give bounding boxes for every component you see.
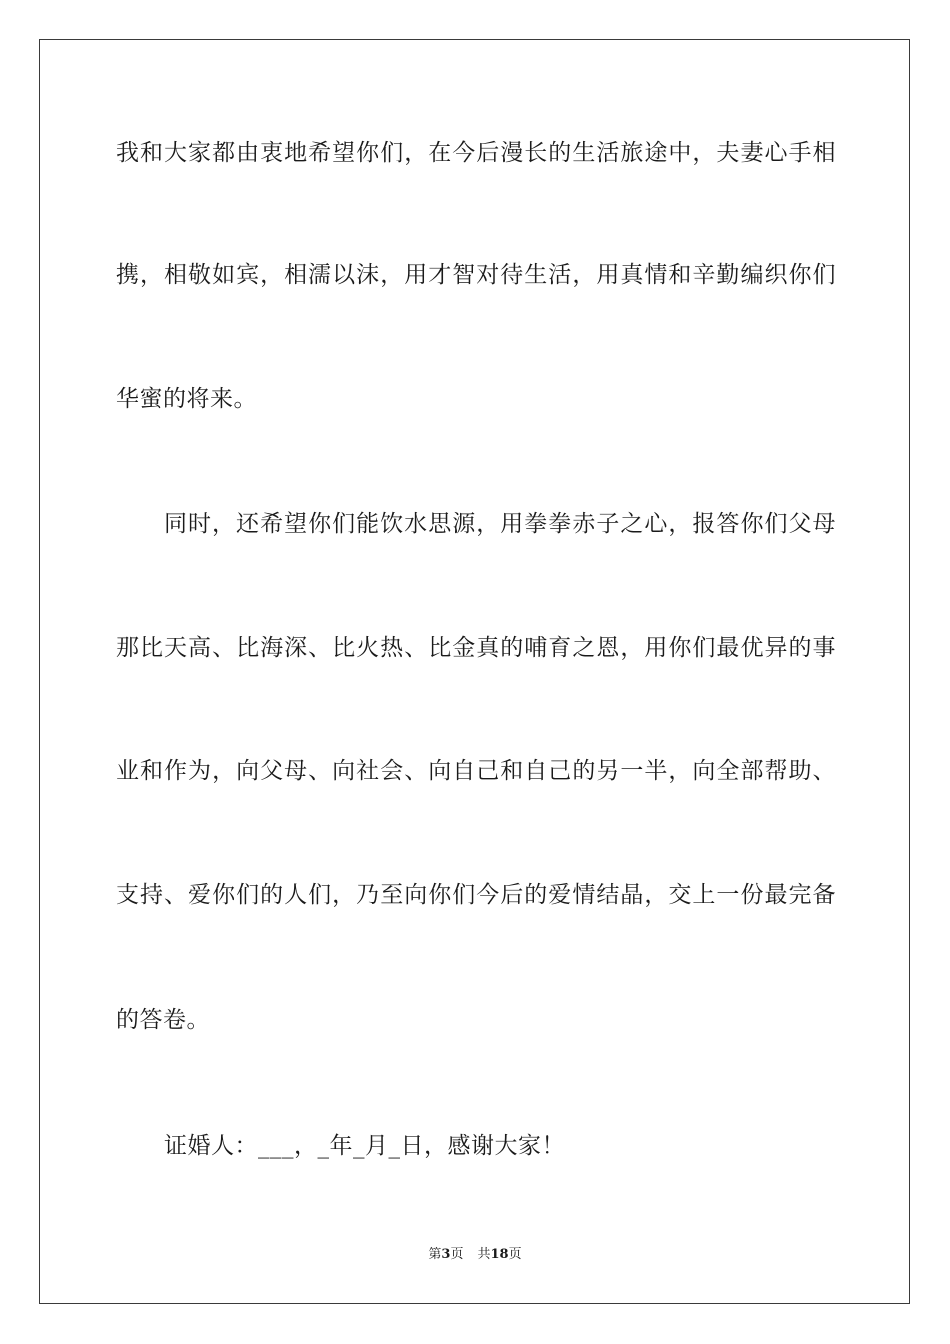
paragraph-2-line-5: 的答卷。 [116,1007,210,1033]
paragraph-1-line-1: 我和大家都由衷地希望你们，在今后漫长的生活旅途中，夫妻心手相 [116,140,836,166]
paragraph-2-line-3: 业和作为，向父母、向社会、向自己和自己的另一半，向全部帮助、 [116,758,836,784]
paragraph-2-line-1: 同时，还希望你们能饮水思源，用拳拳赤子之心，报答你们父母 [164,511,836,537]
paragraph-2-line-2: 那比天高、比海深、比火热、比金真的哺育之恩，用你们最优异的事 [116,635,836,661]
page-footer [0,1246,950,1264]
footer-total-prefix: 共 [477,1247,491,1262]
footer-page-number: 3 [441,1247,451,1262]
paragraph-1-line-2: 携，相敬如宾，相濡以沫，用才智对待生活，用真情和辛勤编织你们 [116,262,836,288]
paragraph-1-line-3: 华蜜的将来。 [116,386,257,412]
footer-page-suffix: 页 [450,1247,464,1262]
footer-total-suffix: 页 [508,1247,522,1262]
signature-line: 证婚人：___，_年_月_日，感谢大家！ [164,1133,565,1159]
paragraph-2-line-4: 支持、爱你们的人们，乃至向你们今后的爱情结晶，交上一份最完备 [116,882,836,908]
page-border [39,39,910,1304]
footer-total-pages: 18 [490,1247,509,1262]
footer-page-prefix: 第 [428,1247,442,1262]
